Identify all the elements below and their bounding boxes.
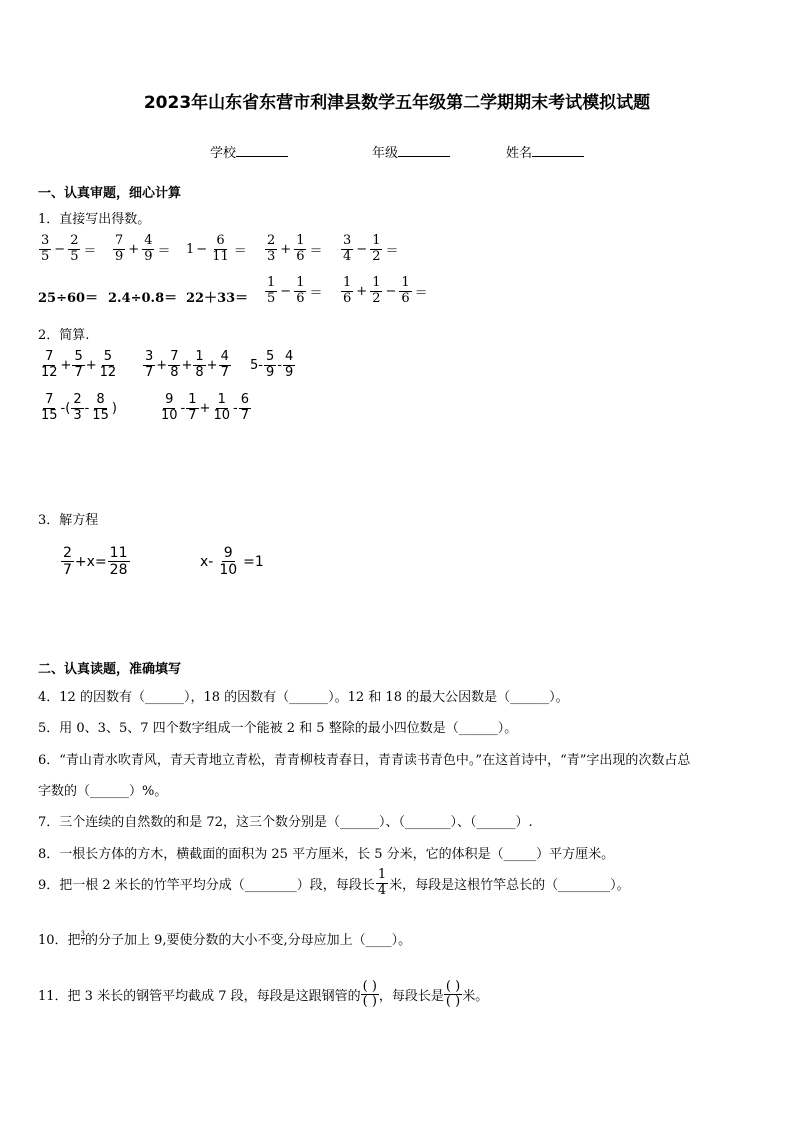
q2-expr-3: 5- $\frac{5}{9}$ - $\frac{4}{9}$ <box>250 349 294 380</box>
q1-expr-6: 25÷60＝ <box>38 291 99 306</box>
section-2-heading: 二、认真读题，准确填写 <box>38 662 182 677</box>
question-8: 8．一根长方体的方木，横截面的面积为 25 平方厘米，长 5 分米，它的体积是（_____）平方厘米。 <box>38 847 615 862</box>
question-11: 11．把 3 米长的钢管平均截成 7 段，每段是这跟钢管的 ( ) ( ) ，每段长是 ( ) ( ) 米。 <box>38 979 489 1010</box>
q2-expr-5: $\frac{9}{10}$ - $\frac{1}{7}$ + $\frac{1}{10}$ - $\frac{6}{7}$ <box>161 392 249 423</box>
q1-expr-1: $\frac{3}{5}$ − $\frac{2}{5}$ ＝ <box>41 233 97 264</box>
question-7: 7．三个连续的自然数的和是 72，这三个数分别是（______）、（_______）、（______）. <box>38 815 533 830</box>
q1-expr-2: $\frac{7}{9}$ + $\frac{4}{9}$ ＝ <box>115 233 171 264</box>
school-field: 学校 <box>210 142 288 161</box>
question-6-line-2: 字数的（______）%。 <box>38 784 168 799</box>
q2-expr-1: $\frac{7}{12}$ + $\frac{5}{7}$ + $\frac{5}{12}$ <box>41 349 117 380</box>
question-5: 5．用 0、3、5、7 四个数字组成一个能被 2 和 5 整除的最小四位数是（______）。 <box>38 721 518 736</box>
q1-expr-8: 22＋33＝ <box>186 291 249 306</box>
q1-expr-7: 2.4÷0.8＝ <box>108 291 178 306</box>
q1-expr-3: 1 − $\frac{6}{11}$ ＝ <box>186 233 247 264</box>
q1-expr-4: $\frac{2}{3}$ + $\frac{1}{6}$ ＝ <box>267 233 323 264</box>
page-title: 2023年山东省东营市利津县数学五年级第二学期期末考试模拟试题 <box>143 93 651 113</box>
q3-equation-2: x- $\frac{9}{10}$ =1 <box>200 545 264 579</box>
grade-field: 年级 <box>372 142 450 161</box>
question-6-line-1: 6．“青山青水吹青风，青天青地立青松，青青柳枝青春日，青青读书青色中。”在这首诗中，“青”字出现的次数占总 <box>38 753 691 768</box>
q2-expr-4: $\frac{7}{15}$ -( $\frac{2}{3}$ - $\frac{8}{15}$ ) <box>41 392 117 423</box>
question-1-label: 1．直接写出得数。 <box>38 212 151 227</box>
question-4: 4．12 的因数有（______），18 的因数有（______）。12 和 18 的最大公因数是（______）。 <box>38 690 569 705</box>
section-1-heading: 一、认真审题，细心计算 <box>38 186 182 201</box>
q1-expr-10: $\frac{1}{6}$ + $\frac{1}{2}$ − $\frac{1}{6}$ ＝ <box>343 275 428 306</box>
question-2-label: 2．简算. <box>38 328 90 343</box>
q3-equation-1: $\frac{2}{7}$ +x= $\frac{11}{28}$ <box>63 545 128 579</box>
name-field: 姓名 <box>506 142 584 161</box>
question-10: 10．把 3 7 的分子加上 9,要使分数的大小不变,分母应加上（____）。 <box>38 930 412 948</box>
q1-expr-5: $\frac{3}{4}$ − $\frac{1}{2}$ ＝ <box>343 233 399 264</box>
question-9: 9．把一根 2 米长的竹竿平均分成（________）段，每段长 $\frac{1}{4}$ 米，每段是这根竹竿总长的（________）。 <box>38 867 630 898</box>
q2-expr-2: $\frac{3}{7}$ + $\frac{7}{8}$ + $\frac{1}{8}$ + $\frac{4}{7}$ <box>145 349 229 380</box>
question-3-label: 3．解方程 <box>38 513 99 528</box>
q1-expr-9: $\frac{1}{5}$ − $\frac{1}{6}$ ＝ <box>267 275 323 306</box>
